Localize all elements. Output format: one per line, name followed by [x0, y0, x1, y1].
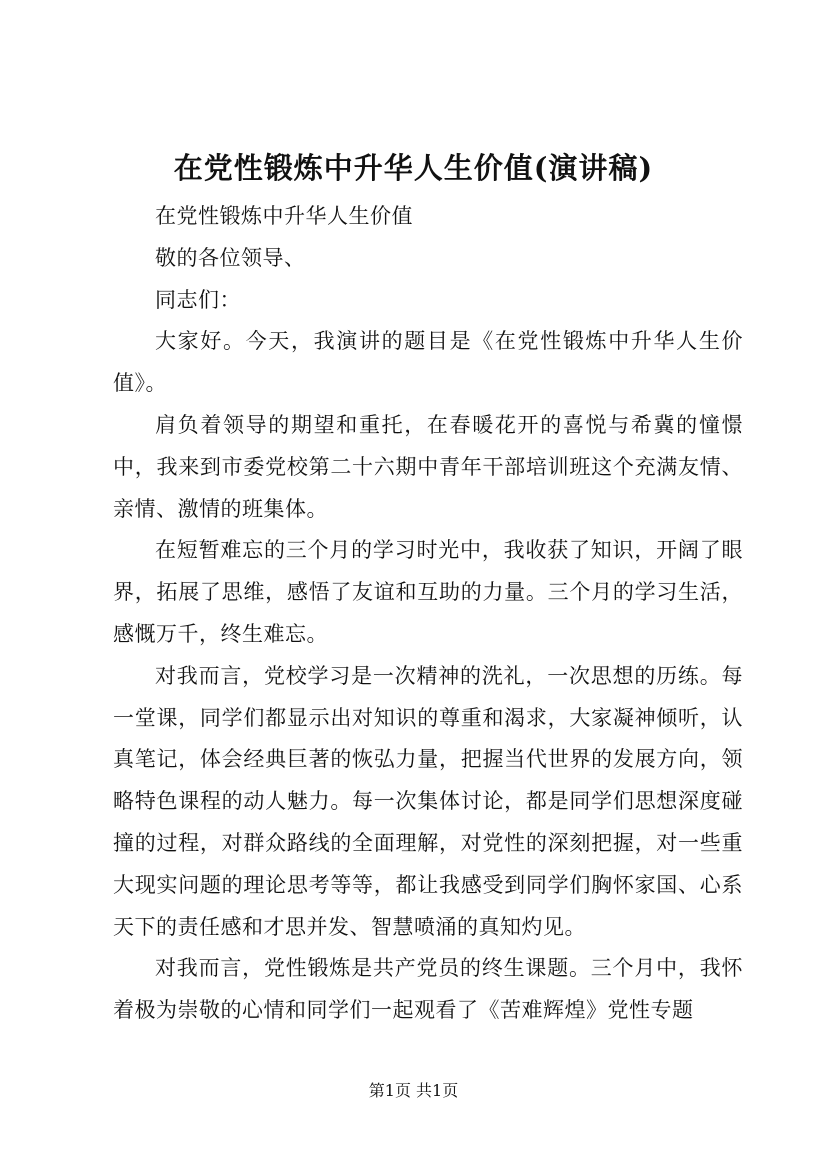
document-body [113, 196, 743, 1032]
body-paragraph: 大家好。今天，我演讲的题目是《在党性锻炼中升华人生价值》。 [113, 329, 743, 396]
body-paragraph: 在短暂难忘的三个月的学习时光中，我收获了知识，开阔了眼界，拓展了思维，感悟了友谊和互助的力量。三个月的学习生活，感慨万千，终生难忘。 [113, 538, 743, 646]
body-paragraph: 肩负着领导的期望和重托，在春暖花开的喜悦与希冀的憧憬中，我来到市委党校第二十六期中青年干部培训班这个充满友情、亲情、激情的班集体。 [113, 412, 743, 521]
subtitle-paragraph: 在党性锻炼中升华人生价值 [155, 204, 413, 228]
body-paragraph: 对我而言，党性锻炼是共产党员的终生课题。三个月中，我怀着极为崇敬的心情和同学们一起观看了《苦难辉煌》党性专题 [113, 956, 743, 1023]
page-number-footer: 第1页 共1页 [368, 1081, 459, 1100]
salutation-paragraph: 同志们： [155, 287, 241, 312]
salutation-paragraph: 敬的各位领导、 [155, 245, 306, 270]
document-title: 在党性锻炼中升华人生价值(演讲稿) [173, 151, 654, 185]
body-paragraph: 对我而言，党校学习是一次精神的洗礼，一次思想的历练。每一堂课，同学们都显示出对知识的尊重和渴求，大家凝神倾听，认真笔记，体会经典巨著的恢弘力量，把握当代世界的发展方向，领略特色课程的动人魅力。每一次集体讨论，都是同学们思想深度碰撞的过程，对群众路线的全面理解，对党性的深刻把握，对一些重大现实问题的理论思考等等，都让我感受到同学们胸怀家国、心系天下的责任感和才思并发、智慧喷涌的真知灼见。 [113, 663, 743, 939]
